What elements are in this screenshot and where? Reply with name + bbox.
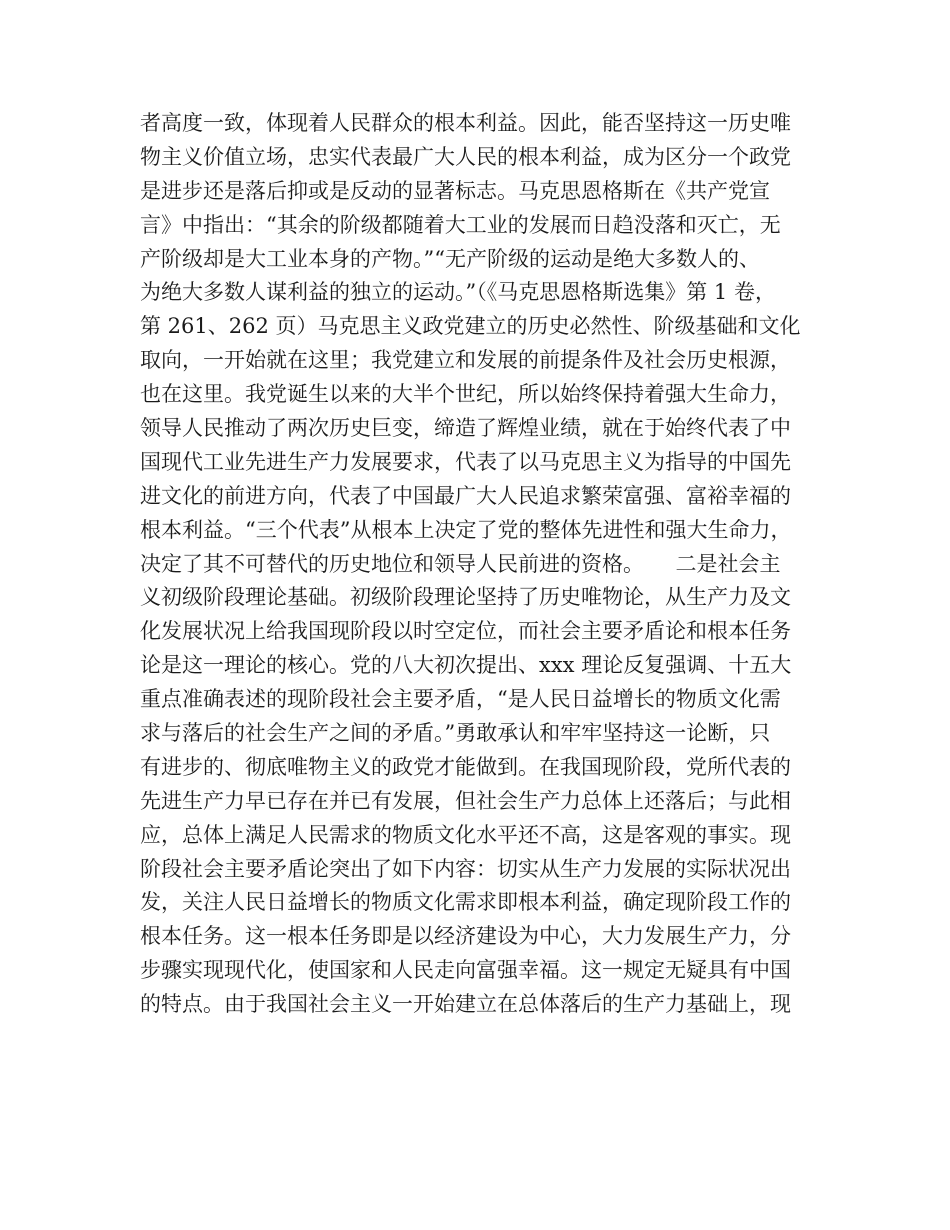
text-line: 有进步的、彻底唯物主义的政党才能做到。在我国现阶段，党所代表的: [140, 754, 791, 779]
text-line: 根本利益。“三个代表”从根本上决定了党的整体先进性和强大生命力，: [140, 517, 792, 542]
text-line: 义初级阶段理论基础。初级阶段理论坚持了历史唯物论，从生产力及文: [140, 585, 791, 610]
text-line: 为绝大多数人谋利益的独立的运动。”（《马克思恩格斯选集》第 1 卷，: [140, 280, 776, 305]
text-line: 进文化的前进方向，代表了中国最广大人民追求繁荣富强、富裕幸福的: [140, 483, 791, 508]
text-line: 取向，一开始就在这里；我党建立和发展的前提条件及社会历史根源，: [140, 348, 791, 373]
text-line: 论是这一理论的核心。党的八大初次提出、xxx 理论反复强调、十五大: [140, 653, 792, 678]
text-line: 化发展状况上给我国现阶段以时空定位，而社会主要矛盾论和根本任务: [140, 619, 791, 644]
text-line: 阶段社会主要矛盾论突出了如下内容：切实从生产力发展的实际状况出: [140, 856, 791, 881]
text-line: 的特点。由于我国社会主义一开始建立在总体落后的生产力基础上，现: [140, 992, 791, 1017]
text-line: 根本任务。这一根本任务即是以经济建设为中心，大力发展生产力，分: [140, 924, 791, 949]
text-line: 步骤实现现代化，使国家和人民走向富强幸福。这一规定无疑具有中国: [140, 958, 791, 983]
text-line: 物主义价值立场，忠实代表最广大人民的根本利益，成为区分一个政党: [140, 144, 791, 169]
body-text: [140, 107, 820, 1022]
text-line: 者高度一致，体现着人民群众的根本利益。因此，能否坚持这一历史唯: [140, 111, 791, 135]
text-line: 领导人民推动了两次历史巨变，缔造了辉煌业绩，就在于始终代表了中: [140, 416, 791, 441]
text-line: 也在这里。我党诞生以来的大半个世纪，所以始终保持着强大生命力，: [140, 382, 791, 407]
text-line: 是进步还是落后抑或是反动的显著标志。马克思恩格斯在《共产党宣: [140, 178, 770, 203]
text-line: 先进生产力早已存在并已有发展，但社会生产力总体上还落后；与此相: [140, 788, 791, 813]
text-line: 重点准确表述的现阶段社会主要矛盾，“是人民日益增长的物质文化需: [140, 687, 781, 712]
text-line: 国现代工业先进生产力发展要求，代表了以马克思主义为指导的中国先: [140, 449, 791, 474]
text-line: 决定了其不可替代的历史地位和领导人民前进的资格。 二是社会主: [140, 551, 781, 576]
text-line: 应，总体上满足人民需求的物质文化水平还不高，这是客观的事实。现: [140, 822, 791, 847]
text-line: 求与落后的社会生产之间的矛盾。”勇敢承认和牢牢坚持这一论断，只: [140, 721, 771, 746]
text-line: 言》中指出：“其余的阶级都随着大工业的发展而日趋没落和灭亡，无: [140, 212, 781, 237]
text-line: 第 261、262 页）马克思主义政党建立的历史必然性、阶级基础和文化: [140, 314, 801, 339]
text-line: 产阶级却是大工业本身的产物。”“无产阶级的运动是绝大多数人的、: [140, 246, 760, 271]
text-line: 发，关注人民日益增长的物质文化需求即根本利益，确定现阶段工作的: [140, 890, 791, 915]
